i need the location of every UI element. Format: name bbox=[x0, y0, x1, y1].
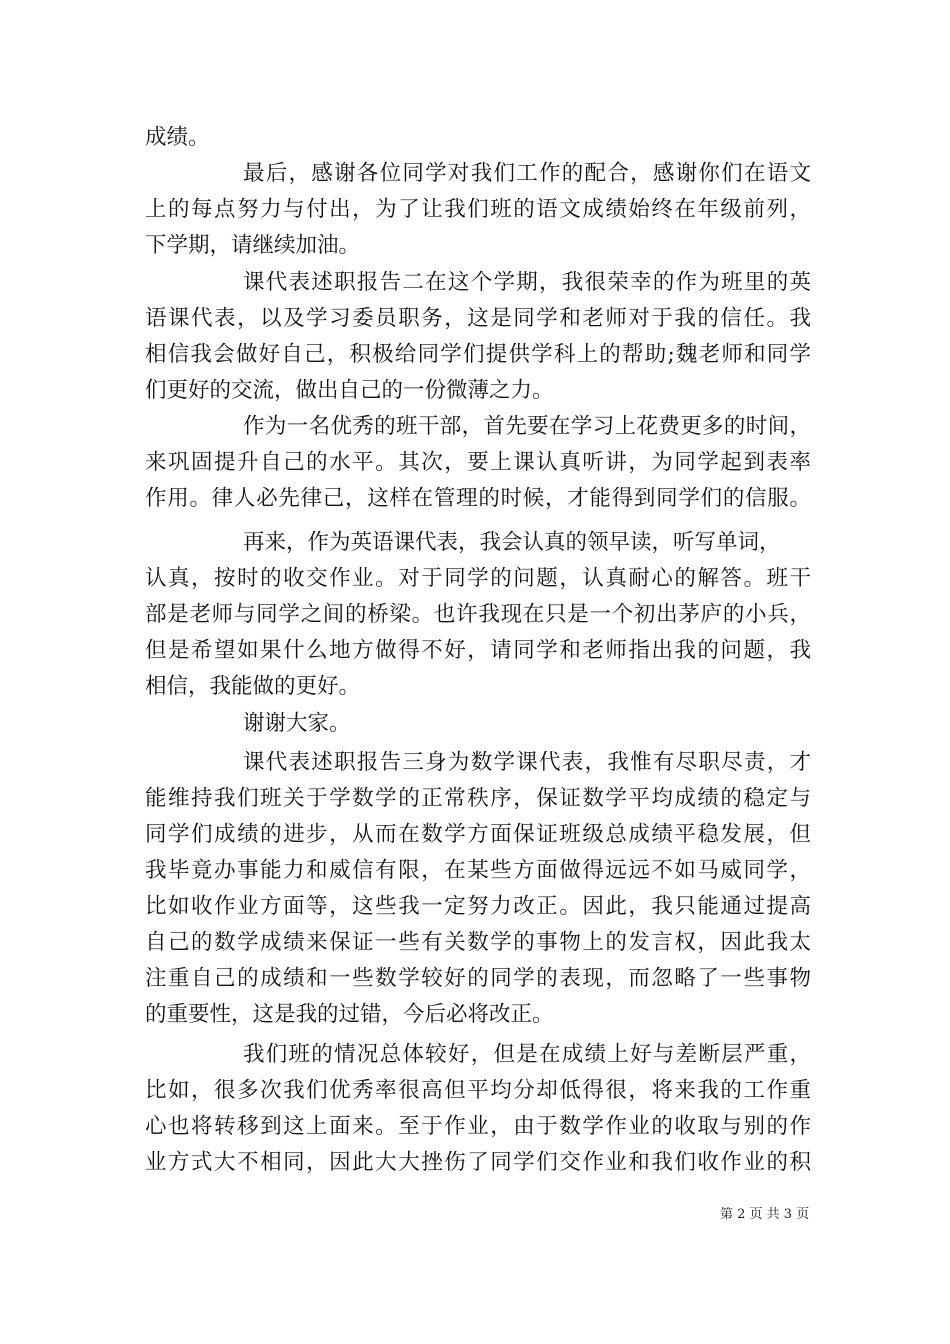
text-line: 业方式大不相同，因此大大挫伤了同学们交作业和我们收作业的积 bbox=[145, 1150, 811, 1175]
text-line: 语课代表，以及学习委员职务，这是同学和老师对于我的信任。我 bbox=[145, 306, 811, 331]
text-line: 课代表述职报告二在这个学期，我很荣幸的作为班里的英 bbox=[243, 270, 811, 295]
text-line: 部是老师与同学之间的桥梁。也许我现在只是一个初出茅庐的小兵， bbox=[145, 602, 811, 627]
text-line: 能维持我们班关于学数学的正常秩序，保证数学平均成绩的稳定与 bbox=[145, 786, 811, 811]
text-line: 谢谢大家。 bbox=[243, 711, 351, 736]
text-line: 比如，很多次我们优秀率很高但平均分却低得很，将来我的工作重 bbox=[145, 1078, 811, 1103]
text-line: 我毕竟办事能力和威信有限，在某些方面做得远远不如马威同学， bbox=[145, 858, 811, 883]
text-line: 下学期，请继续加油。 bbox=[145, 233, 361, 258]
text-line: 注重自己的成绩和一些数学较好的同学的表现，而忽略了一些事物 bbox=[145, 966, 811, 991]
text-line: 比如收作业方面等，这些我一定努力改正。因此，我只能通过提高 bbox=[145, 894, 811, 919]
text-line: 们更好的交流，做出自己的一份微薄之力。 bbox=[145, 378, 554, 403]
text-line: 作为一名优秀的班干部，首先要在学习上花费更多的时间， bbox=[243, 414, 811, 439]
text-line: 但是希望如果什么地方做得不好，请同学和老师指出我的问题，我 bbox=[145, 638, 811, 663]
text-line: 同学们成绩的进步，从而在数学方面保证班级总成绩平稳发展，但 bbox=[145, 822, 811, 847]
text-line: 最后，感谢各位同学对我们工作的配合，感谢你们在语文 bbox=[243, 161, 811, 186]
text-line: 作用。律人必先律己，这样在管理的时候，才能得到同学们的信服。 bbox=[145, 486, 811, 511]
text-line: 的重要性，这是我的过错，今后必将改正。 bbox=[145, 1002, 554, 1027]
text-line: 自己的数学成绩来保证一些有关数学的事物上的发言权，因此我太 bbox=[145, 930, 811, 955]
text-line: 相信，我能做的更好。 bbox=[145, 674, 361, 699]
text-line: 来巩固提升自己的水平。其次，要上课认真听讲，为同学起到表率 bbox=[145, 450, 811, 475]
text-line: 我们班的情况总体较好，但是在成绩上好与差断层严重， bbox=[243, 1042, 811, 1067]
page-number-footer: 第 2 页 共 3 页 bbox=[720, 1207, 810, 1222]
text-line: 成绩。 bbox=[145, 125, 210, 150]
text-line: 上的每点努力与付出，为了让我们班的语文成绩始终在年级前列， bbox=[145, 197, 811, 222]
text-line: 课代表述职报告三身为数学课代表，我惟有尽职尽责，才 bbox=[243, 750, 811, 775]
text-line: 认真，按时的收交作业。对于同学的问题，认真耐心的解答。班干 bbox=[145, 566, 811, 591]
text-line: 再来，作为英语课代表，我会认真的领早读，听写单词， bbox=[243, 530, 781, 555]
text-line: 相信我会做好自己，积极给同学们提供学科上的帮助;魏老师和同学 bbox=[145, 342, 811, 367]
text-line: 心也将转移到这上面来。至于作业，由于数学作业的收取与别的作 bbox=[145, 1114, 811, 1139]
